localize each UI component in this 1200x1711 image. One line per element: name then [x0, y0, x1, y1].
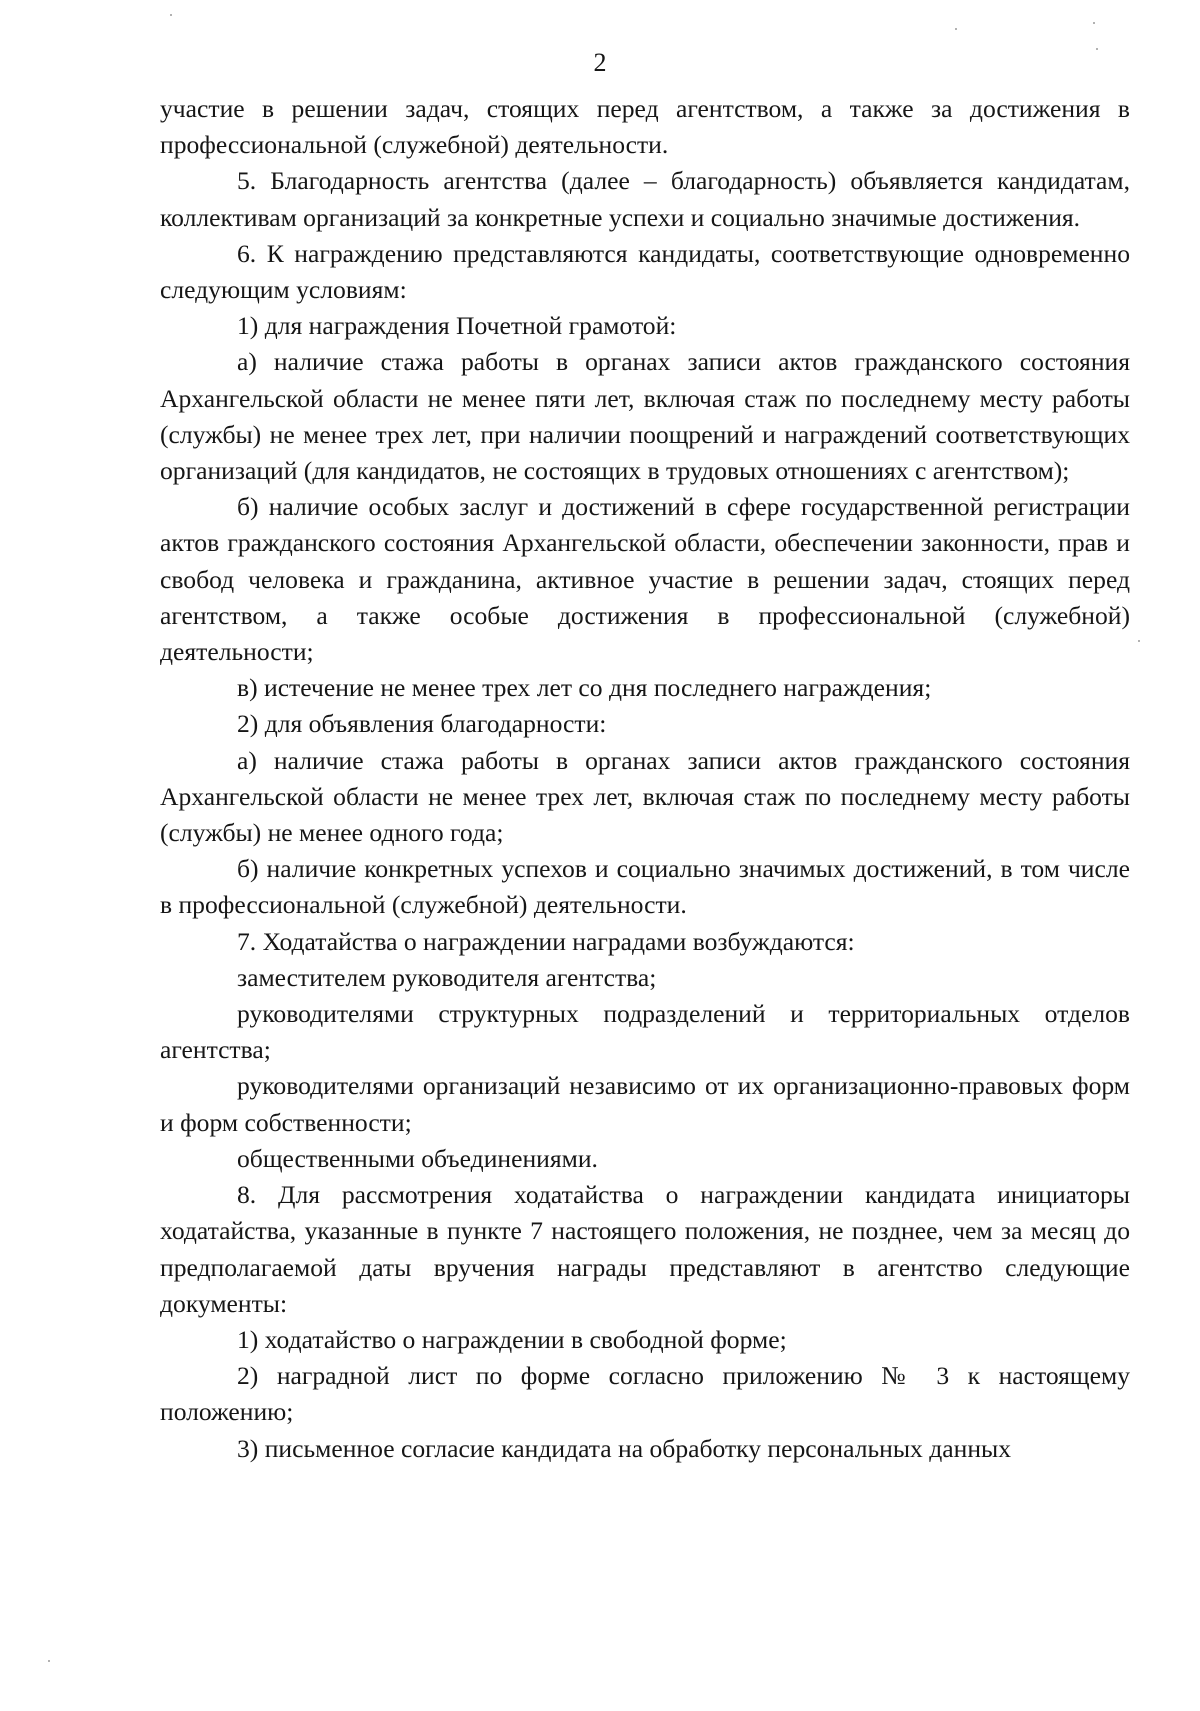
- paragraph: 7. Ходатайства о награждении наградами возбуждаются:: [237, 926, 855, 956]
- paragraph: 8. Для рассмотрения ходатайства о награждении кандидата инициаторы ходатайства, указанные в пункте 7 настоящего положения, не позднее, чем за месяц до предполагаемой даты вручения награды представляют в агентство следующие документы:: [160, 1180, 1130, 1318]
- paragraph: б) наличие особых заслуг и достижений в сфере государственной регистрации актов гражданского состояния Архангельской области, обеспечении законности, прав и свобод человека и гражданина, активное участие в решении задач, стоящих перед агентством, а также особые достижения в профессиональной (служебной) деятельности;: [160, 492, 1130, 667]
- paragraph: общественными объединениями.: [237, 1143, 598, 1173]
- page-number: 2: [593, 48, 607, 77]
- paragraph: участие в решении задач, стоящих перед агентством, а также за достижения в профессиональной (служебной) деятельности.: [160, 94, 1130, 160]
- paragraph: в) истечение не менее трех лет со дня последнего награждения;: [237, 673, 932, 703]
- paragraph: 3) письменное согласие кандидата на обработку персональных данных: [237, 1433, 1012, 1463]
- scan-speck: [955, 28, 957, 30]
- scan-speck: [1138, 640, 1140, 642]
- paragraph: б) наличие конкретных успехов и социально значимых достижений, в том числе в профессиональной (служебной) деятельности.: [160, 854, 1130, 920]
- paragraph: 6. К награждению представляются кандидаты, соответствующие одновременно следующим условиям:: [160, 238, 1130, 305]
- paragraph: а) наличие стажа работы в органах записи актов гражданского состояния Архангельской области не менее трех лет, включая стаж по последнему месту работы (службы) не менее одного года;: [160, 745, 1130, 848]
- scan-speck: [48, 1660, 50, 1662]
- paragraph: 2) наградной лист по форме согласно приложению № 3 к настоящему положению;: [160, 1361, 1130, 1427]
- scan-speck: [1096, 48, 1098, 50]
- paragraph: 5. Благодарность агентства (далее – благодарность) объявляется кандидатам, коллективам организаций за конкретные успехи и социально значимые достижения.: [160, 166, 1130, 232]
- paragraph: 1) для награждения Почетной грамотой:: [237, 311, 677, 341]
- scan-speck: [1093, 22, 1095, 24]
- paragraph: 1) ходатайство о награждении в свободной форме;: [237, 1324, 787, 1354]
- paragraph: а) наличие стажа работы в органах записи актов гражданского состояния Архангельской области не менее пяти лет, включая стаж по последнему месту работы (службы) не менее трех лет, при наличии поощрений и награждений соответствующих организаций (для кандидатов, не состоящих в трудовых отношениях с агентством);: [160, 347, 1130, 486]
- document-body: [160, 91, 1130, 1467]
- paragraph: 2) для объявления благодарности:: [237, 709, 607, 739]
- scan-speck: [170, 14, 172, 16]
- paragraph: заместителем руководителя агентства;: [237, 962, 657, 992]
- paragraph: руководителями организаций независимо от их организационно-правовых форм и форм собственности;: [160, 1071, 1130, 1137]
- paragraph: руководителями структурных подразделений и территориальных отделов агентства;: [160, 999, 1130, 1065]
